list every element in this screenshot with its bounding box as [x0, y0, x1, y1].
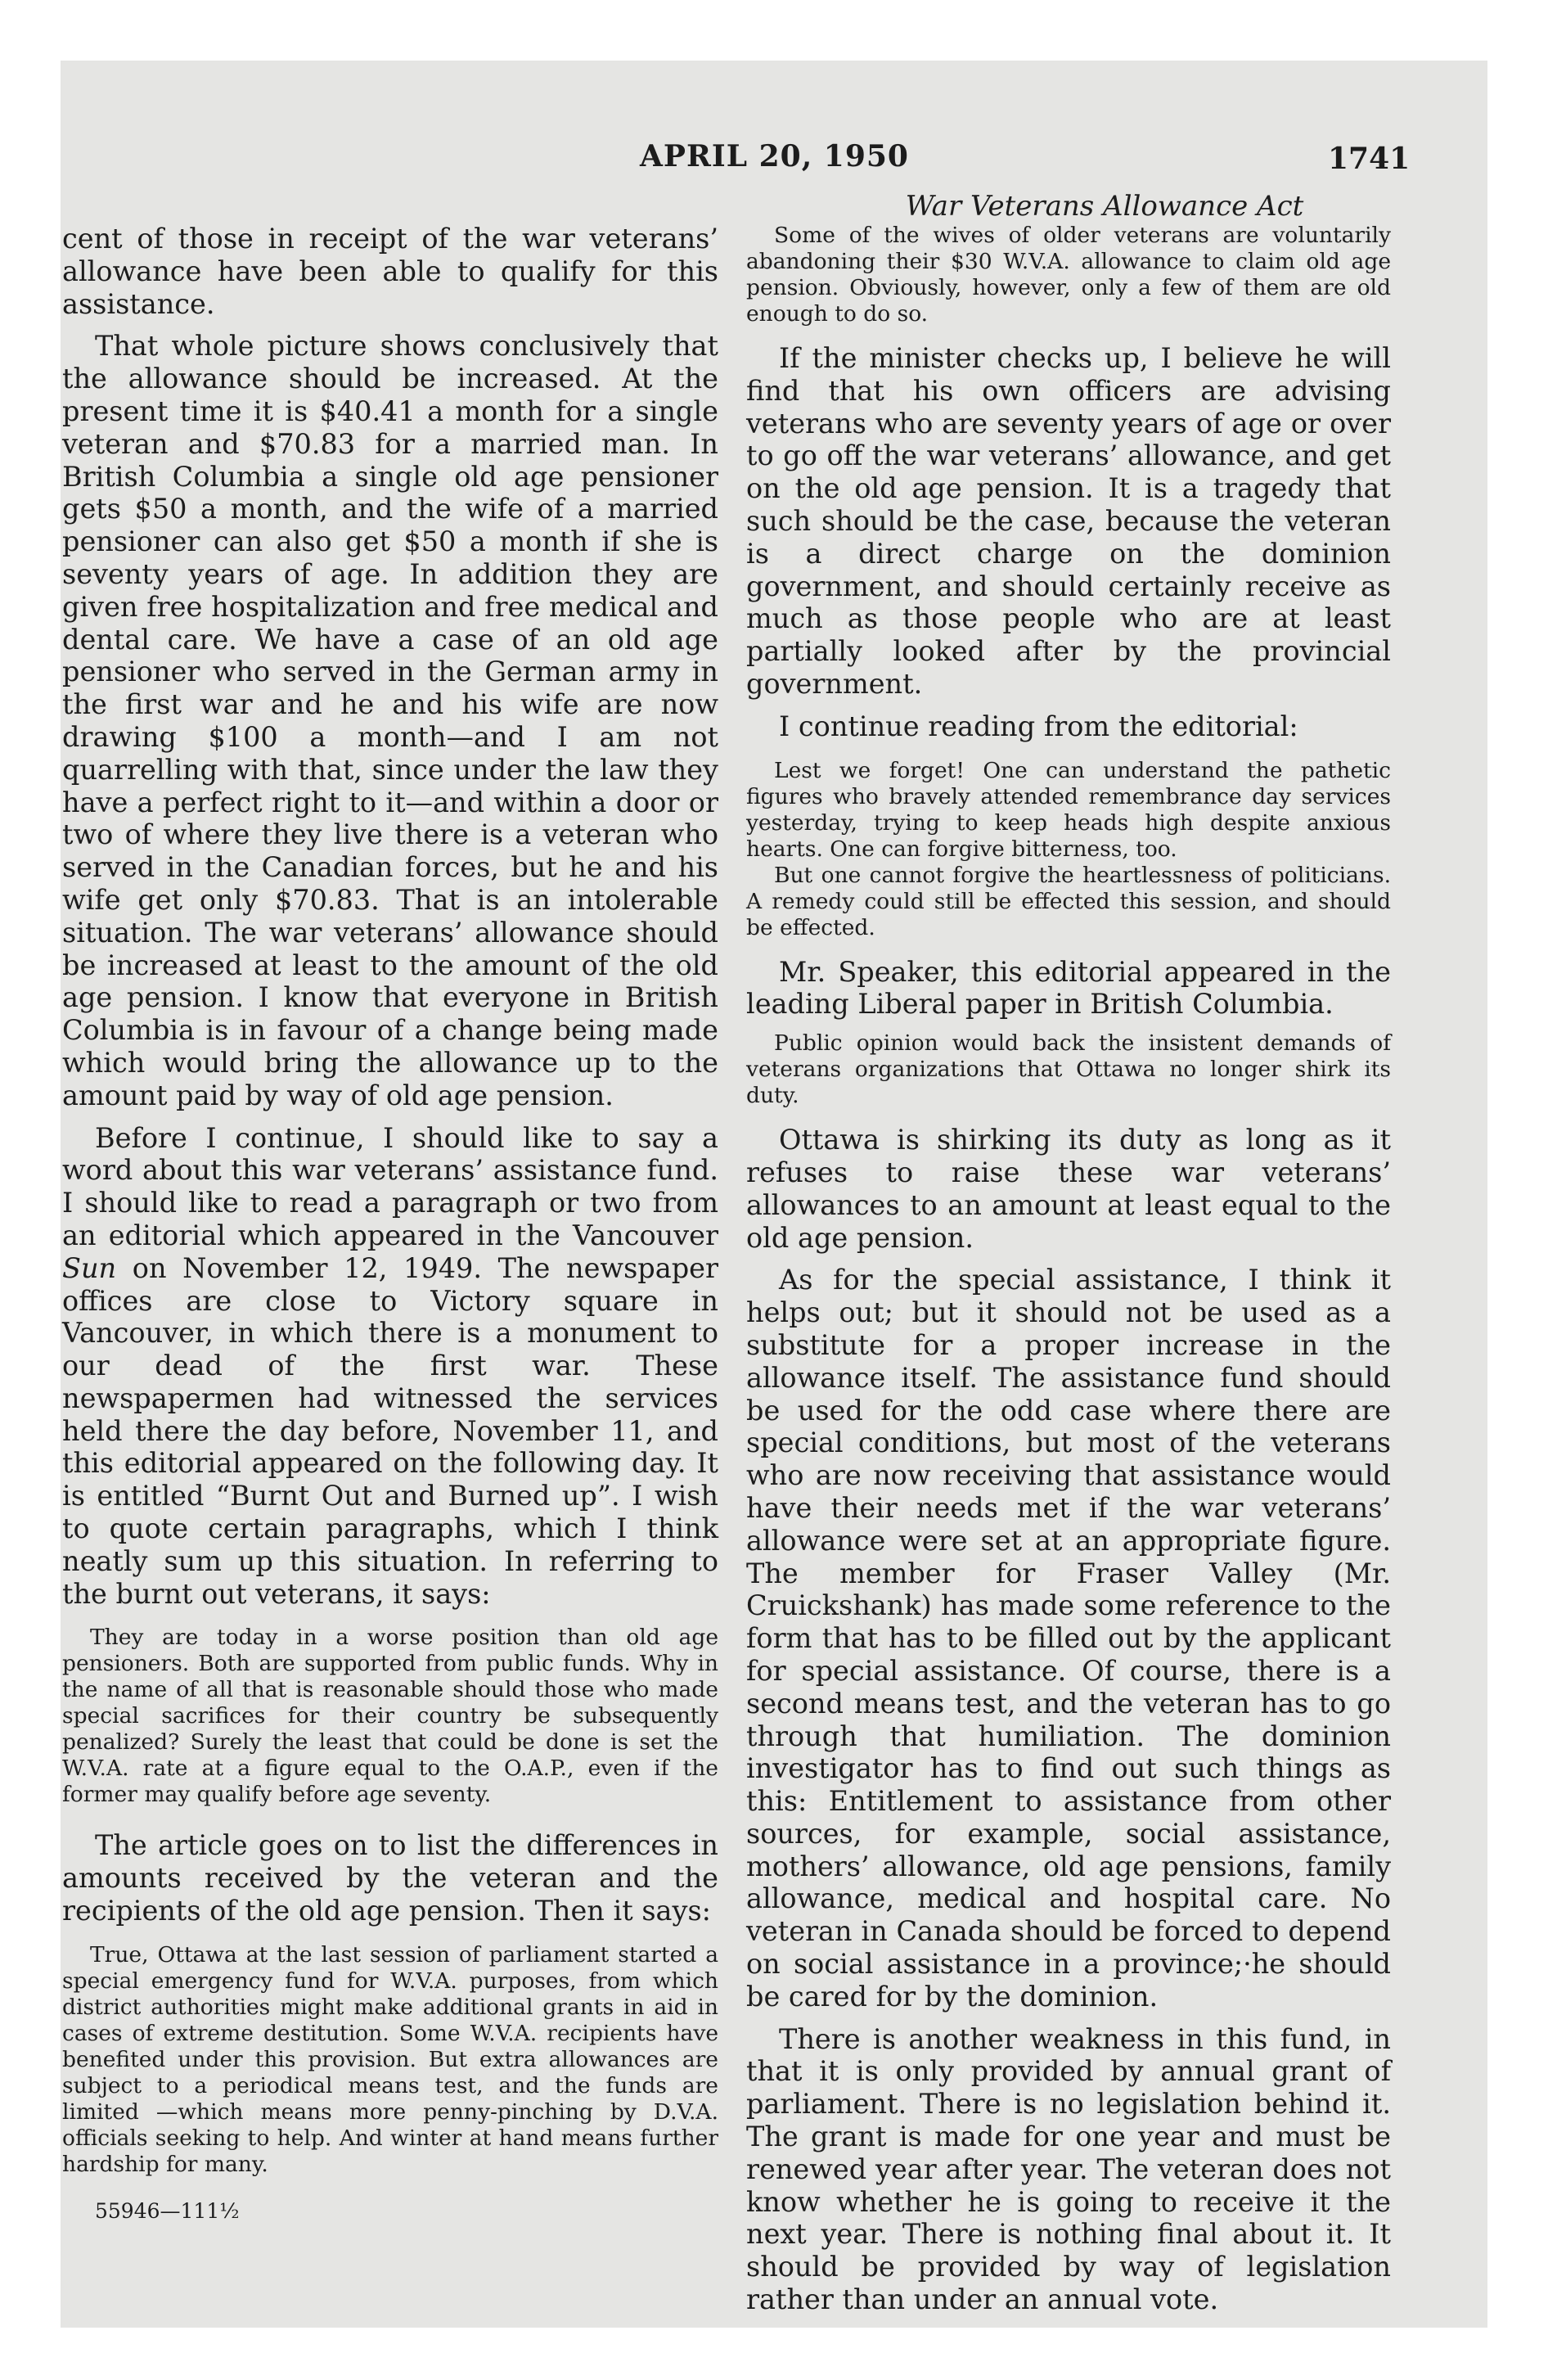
left-quote-1: They are today in a worse position than old age pensioners. Both are supported from public funds. Why in the name of all that is reasonable should those who made special sacrifices for their country be subsequently penalized? Surely the least that could be done is set the W.V.A. rate at a figure equal to the O.A.P., even if the former may qualify before age seventy.: [62, 1625, 718, 1808]
right-quote-4: Public opinion would back the insistent demands of veterans organizations that Ottawa no longer shirk its duty.: [746, 1030, 1391, 1109]
right-quote-2: Lest we forget! One can understand the pathetic figures who bravely attended remembrance day services yesterday, trying to keep heads high despite anxious hearts. One can forgive bitterness, too.: [746, 757, 1391, 862]
left-paragraph-3-start: Before I continue, I should like to say a word about this war veterans’ assistance fund. I should like to read a paragraph or two from an editorial which appeared in the Vancouver: [62, 1121, 718, 1251]
right-paragraph-4: Ottawa is shirking its duty as long as it refuses to raise these war veterans’ allowances to an amount at least equal to the old age pension.: [746, 1124, 1391, 1254]
left-paragraph-4: The article goes on to list the differences in amounts received by the veteran and the recipients of the old age pension. Then it says:: [62, 1829, 718, 1927]
right-paragraph-1: If the minister checks up, I believe he will find that his own officers are advising veterans who are seventy years of age or over to go off the war veterans’ allowance, and get on the old age pension. It is a tragedy that such should be the case, because the veteran is a direct charge on the dominion government, and should certainly receive as much as those people who are at least partially looked after by the provincial government.: [746, 342, 1391, 700]
left-column: [62, 223, 718, 2223]
left-quote-2: True, Ottawa at the last session of parliament started a special emergency fund for W.V.A. purposes, from which district authorities might make additional grants in aid in cases of extreme destitution. Some W.V.A. recipients have benefited under this provision. But extra allowances are subject to a periodical means test, and the funds are limited —which means more penny-pinching by D.V.A. officials seeking to help. And winter at hand means further hardship for many.: [62, 1941, 718, 2177]
right-quote-1: Some of the wives of older veterans are voluntarily abandoning their $30 W.V.A. allowance to claim old age pension. Obviously, however, only a few of them are old enough to do so.: [746, 223, 1391, 327]
right-quote-3: But one cannot forgive the heartlessness of politicians. A remedy could still be effected this session, and should be effected.: [746, 862, 1391, 940]
right-column: [746, 223, 1391, 2316]
left-paragraph-1: cent of those in receipt of the war veterans’ allowance have been able to qualify for this assistance.: [62, 223, 718, 320]
right-paragraph-2: I continue reading from the editorial:: [779, 710, 1298, 742]
right-paragraph-5: As for the special assistance, I think it helps out; but it should not be used as a substitute for a proper increase in the allowance itself. The assistance fund should be used for the odd case where there are special conditions, but most of the veterans who are now receiving that assistance would have their needs met if the war veterans’ allowance were set at an appropriate figure. The member for Fraser Valley (Mr. Cruickshank) has made some reference to the form that has to be filled out by the applicant for special assistance. Of course, there is a second means test, and the veteran has to go through that humiliation. The dominion investigator has to find out such things as this: Entitlement to assistance from other sources, for example, social assistance, mothers’ allowance, old age pensions, family allowance, medical and hospital care. No veteran in Canada should be forced to depend on social assistance in a province;·he should be cared for by the dominion.: [746, 1264, 1391, 2013]
header-date: APRIL 20, 1950: [640, 139, 909, 174]
right-paragraph-6: There is another weakness in this fund, in that it is only provided by annual grant of parliament. There is no legislation behind it. The grant is made for one year and must be renewed year after year. The veteran does not know whether he is going to receive it the next year. There is nothing final about it. It should be provided by way of legislation rather than under an annual vote.: [746, 2022, 1391, 2316]
left-paragraph-2: That whole picture shows conclusively that the allowance should be increased. At the present time it is $40.41 a month for a single veteran and $70.83 for a married man. In British Columbia a single old age pensioner gets $50 a month, and the wife of a married pensioner can also get $50 a month if she is seventy years of age. In addition they are given free hospitalization and free medical and dental care. We have a case of an old age pensioner who served in the German army in the first war and he and his wife are now drawing $100 a month—and I am not quarrelling with that, since under the law they have a perfect right to it—and within a door or two of where they live there is a veteran who served in the Canadian forces, but he and his wife get only $70.83. That is an intolerable situation. The war veterans’ allowance should be increased at least to the amount of the old age pension. I know that everyone in British Columbia is in favour of a change being made which would bring the allowance up to the amount paid by way of old age pension.: [62, 330, 718, 1111]
printer-footnote: 55946—111½: [95, 2198, 240, 2223]
left-paragraph-3: [62, 1122, 718, 1611]
page-number: 1741: [1328, 142, 1411, 176]
left-paragraph-3-end: on November 12, 1949. The newspaper offices are close to Victory square in Vancouver, in which there is a monument to our dead of the first war. These newspapermen had witnessed the services held there the day before, November 11, and this editorial appeared on the following day. It is entitled “Burnt Out and Burned up”. I wish to quote certain paragraphs, which I think neatly sum up this situation. In referring to the burnt out veterans, it says:: [62, 1251, 718, 1610]
right-paragraph-3: Mr. Speaker, this editorial appeared in the leading Liberal paper in British Columbia.: [746, 955, 1391, 1021]
newspaper-name: Sun: [62, 1251, 117, 1284]
running-head: War Veterans Allowance Act: [905, 190, 1304, 223]
